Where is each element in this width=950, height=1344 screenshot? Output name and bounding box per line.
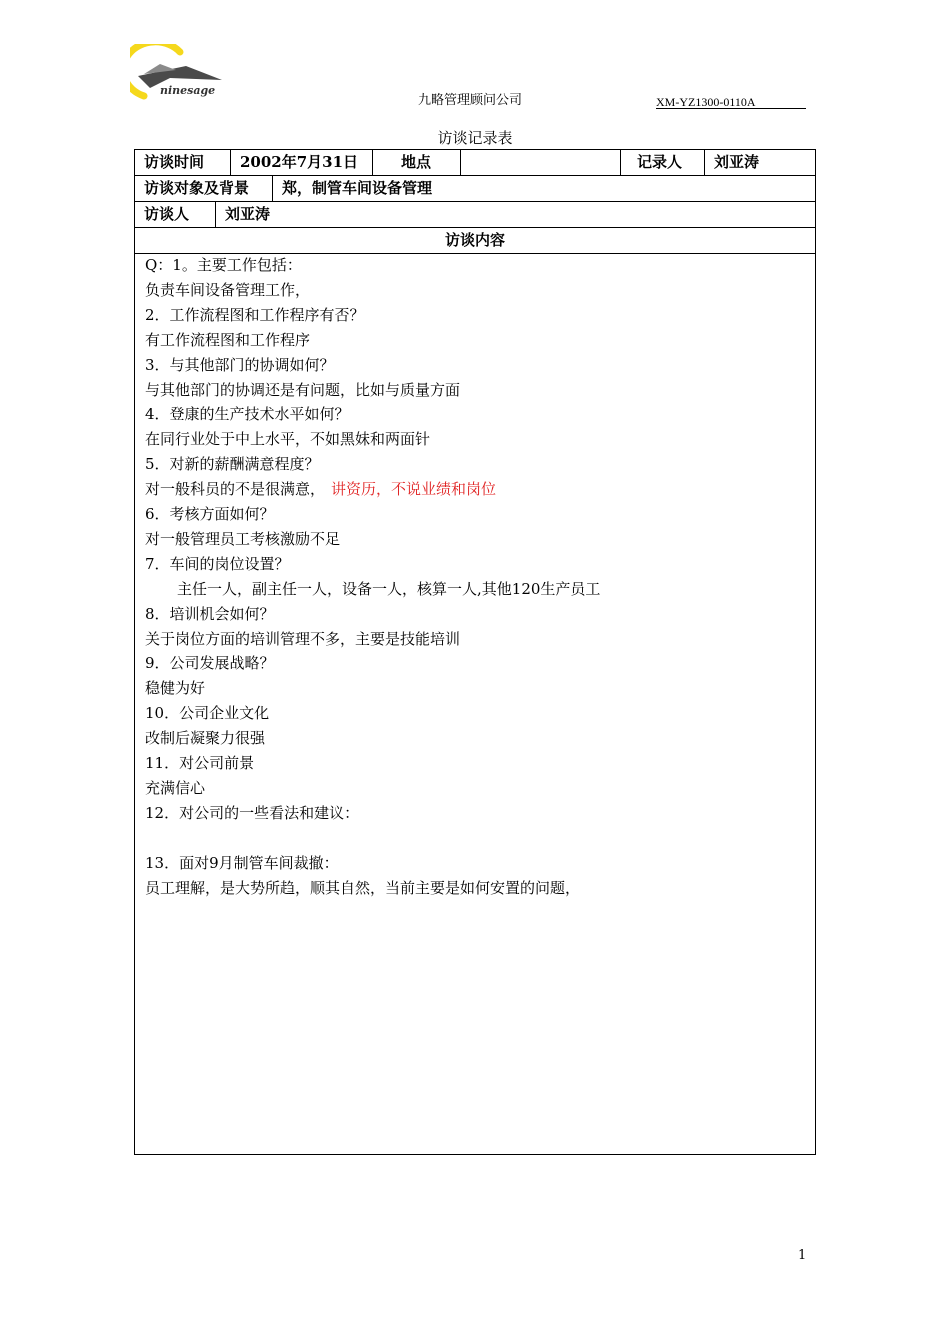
- content-line: [145, 379, 460, 400]
- content-text: 对一般科员的不是很满意，: [145, 480, 326, 499]
- content-text: 9．公司发展战略？: [145, 654, 275, 673]
- content-line: [145, 428, 430, 449]
- content-text: 12．对公司的一些看法和建议：: [145, 803, 360, 822]
- content-text: 2．工作流程图和工作程序有否？: [145, 305, 365, 324]
- content-text: 主任一人，副主任一人，设备一人，核算一人,其他120生产员工: [177, 579, 601, 598]
- company-name: 九略管理顾问公司: [418, 93, 523, 108]
- content-line: [145, 254, 302, 275]
- interviewer-value: 刘亚涛: [215, 202, 815, 227]
- content-text: 6．考核方面如何？: [145, 505, 275, 523]
- content-line: [145, 354, 335, 375]
- company-logo: [130, 44, 230, 108]
- interviewer-label: 访谈人: [144, 205, 190, 223]
- content-text: 与其他部门的协调还是有问题，比如与质量方面: [145, 380, 461, 399]
- content-text: 在同行业处于中上水平，不如黑妹和两面针: [145, 430, 431, 449]
- content-text: 8．培训机会如何？: [145, 604, 275, 623]
- content-text: 改制后凝聚力很强: [145, 729, 266, 748]
- recorder-value: 刘亚涛: [704, 150, 815, 175]
- recorder-label: 记录人: [620, 150, 704, 175]
- subject-label: 访谈对象及背景: [144, 179, 250, 197]
- row-subject: [135, 176, 815, 202]
- content-text: 员工理解，是大势所趋，顺其自然，当前主要是如何安置的问题，: [145, 878, 581, 897]
- time-label: 访谈时间: [144, 153, 205, 171]
- content-line: [145, 553, 290, 574]
- content-line: [145, 752, 254, 773]
- content-text: 13．面对9月制管车间裁撤：: [145, 853, 339, 872]
- content-line: [145, 503, 275, 524]
- content-text: 11．对公司前景: [145, 754, 255, 772]
- row-content-header: [135, 228, 815, 254]
- content-line: [145, 802, 359, 823]
- page-number: 1: [798, 1248, 807, 1263]
- row-time-place-recorder: [135, 150, 815, 176]
- content-text: Q：1。主要工作包括：: [145, 256, 302, 274]
- content-text: 有工作流程图和工作程序: [145, 330, 311, 349]
- content-line: [145, 304, 365, 325]
- content-text: 3．与其他部门的协调如何？: [145, 355, 335, 374]
- content-text: 关于岗位方面的培训管理不多，主要是技能培训: [145, 629, 461, 648]
- content-header: 访谈内容: [444, 231, 505, 249]
- content-line: [145, 279, 310, 300]
- place-value: [460, 150, 620, 175]
- content-line: [145, 453, 320, 474]
- content-line: [145, 329, 310, 350]
- logo-wordmark: ninesage: [160, 84, 216, 97]
- content-text: 7．车间的岗位设置？: [145, 554, 290, 573]
- content-line: [145, 777, 205, 798]
- content-line: [145, 727, 265, 748]
- content-line: [145, 403, 350, 424]
- content-line: [145, 528, 340, 549]
- content-text: 10．公司企业文化: [145, 704, 270, 723]
- content-text: 充满信心: [145, 778, 206, 797]
- content-line: [145, 652, 275, 673]
- content-text: 5．对新的薪酬满意程度？: [145, 455, 320, 474]
- content-line: [145, 478, 496, 499]
- time-value: 2002年7月31日: [230, 150, 372, 175]
- content-line: [145, 852, 339, 873]
- content-text: 对一般管理员工考核激励不足: [145, 529, 341, 548]
- place-label: 地点: [372, 150, 460, 175]
- content-text: 稳健为好: [145, 679, 206, 698]
- content-line: [145, 677, 205, 698]
- content-line: [177, 578, 600, 599]
- content-line: [145, 877, 580, 898]
- interview-record-table: [134, 149, 816, 1155]
- form-title: 访谈记录表: [437, 129, 513, 147]
- highlighted-remark: 讲资历，不说业绩和岗位: [331, 480, 497, 499]
- content-line: [145, 603, 275, 624]
- row-interviewer: [135, 202, 815, 228]
- subject-value: 郑，制管车间设备管理: [272, 176, 815, 201]
- content-line: [145, 702, 269, 723]
- document-number: XM-YZ1300-0110A: [656, 94, 806, 109]
- content-line: [145, 628, 460, 649]
- content-text: 4．登康的生产技术水平如何？: [145, 405, 350, 424]
- content-text: 负责车间设备管理工作，: [145, 280, 311, 299]
